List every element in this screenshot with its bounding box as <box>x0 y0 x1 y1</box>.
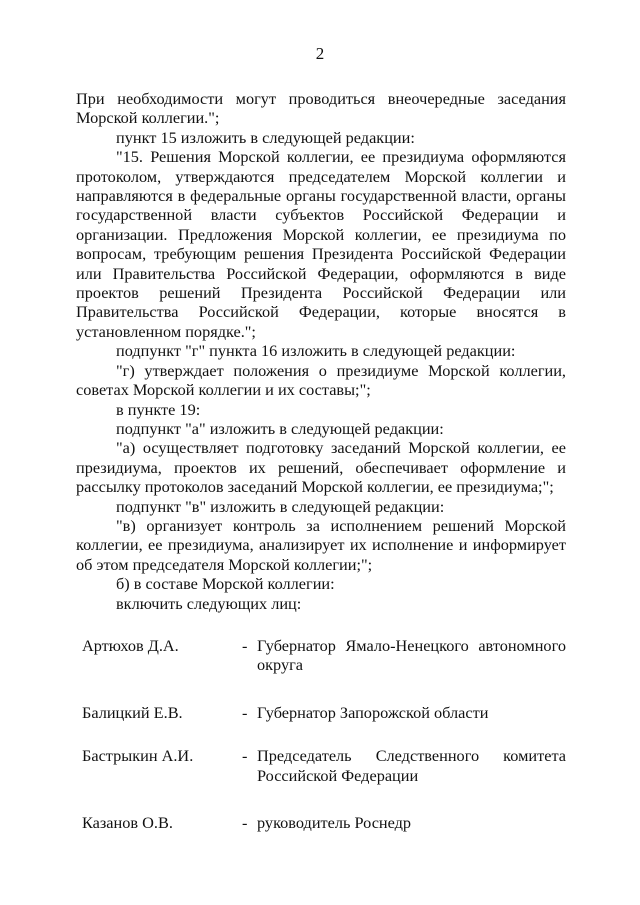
page-number: 2 <box>315 44 325 63</box>
member-row <box>76 813 566 832</box>
member-row <box>76 746 566 785</box>
member-role: Губернатор Запорожской области <box>257 702 489 722</box>
member-role: руководитель Роснедр <box>257 813 412 833</box>
member-row <box>76 703 566 722</box>
paragraph: "г) утверждает положения о президиуме Морской коллегии, советах Морской коллегии и их составы;"; <box>76 360 566 400</box>
paragraph: "а) осуществляет подготовку заседаний Морской коллегии, ее президиума, проектов их решений, обеспечивает оформление и рассылку протоколов заседаний Морской коллегии, ее президиума;"; <box>76 438 566 497</box>
paragraph: б) в составе Морской коллегии: <box>116 574 335 594</box>
paragraph: подпункт "а" изложить в следующей редакции: <box>116 418 444 438</box>
member-role: Председатель Следственного комитета Российской Федерации <box>257 746 566 785</box>
document-body <box>76 89 566 613</box>
paragraph: "15. Решения Морской коллегии, ее президиума оформляются протоколом, утверждаются председателем Морской коллегии и направляются в федеральные органы государственной власти, органы государственной власти субъектов Российской Федерации и организации. Предложения Морской коллегии, ее президиума по вопросам, требующим решения Президента Российской Федерации или Правительства Российской Федерации, оформляются в виде проектов решений Президента Российской Федерации или Правительства Российской Федерации, которые вносятся в установленном порядке."; <box>76 147 566 341</box>
paragraph: При необходимости могут проводиться внеочередные заседания Морской коллегии."; <box>76 89 566 128</box>
paragraph: подпункт "г" пункта 16 изложить в следующей редакции: <box>116 341 516 361</box>
member-name: Казанов О.В. <box>82 813 173 833</box>
paragraph: в пункте 19: <box>116 399 201 419</box>
member-name: Артюхов Д.А. <box>82 636 179 655</box>
paragraph: включить следующих лиц: <box>116 593 302 613</box>
paragraph: "в) организует контроль за исполнением решений Морской коллегии, ее президиума, анализирует их исполнение и информирует об этом председателя Морской коллегии;"; <box>76 515 566 574</box>
member-role: Губернатор Ямало-Ненецкого автономного округа <box>257 636 566 675</box>
member-row <box>76 636 566 675</box>
paragraph: пункт 15 изложить в следующей редакции: <box>116 127 415 147</box>
member-dash: - <box>242 636 248 655</box>
members-list <box>76 636 566 832</box>
member-name: Бастрыкин А.И. <box>82 746 194 766</box>
member-dash: - <box>242 702 248 722</box>
member-dash: - <box>242 746 248 766</box>
member-name: Балицкий Е.В. <box>82 702 183 722</box>
member-dash: - <box>242 813 248 833</box>
paragraph: подпункт "в" изложить в следующей редакции: <box>116 496 445 516</box>
